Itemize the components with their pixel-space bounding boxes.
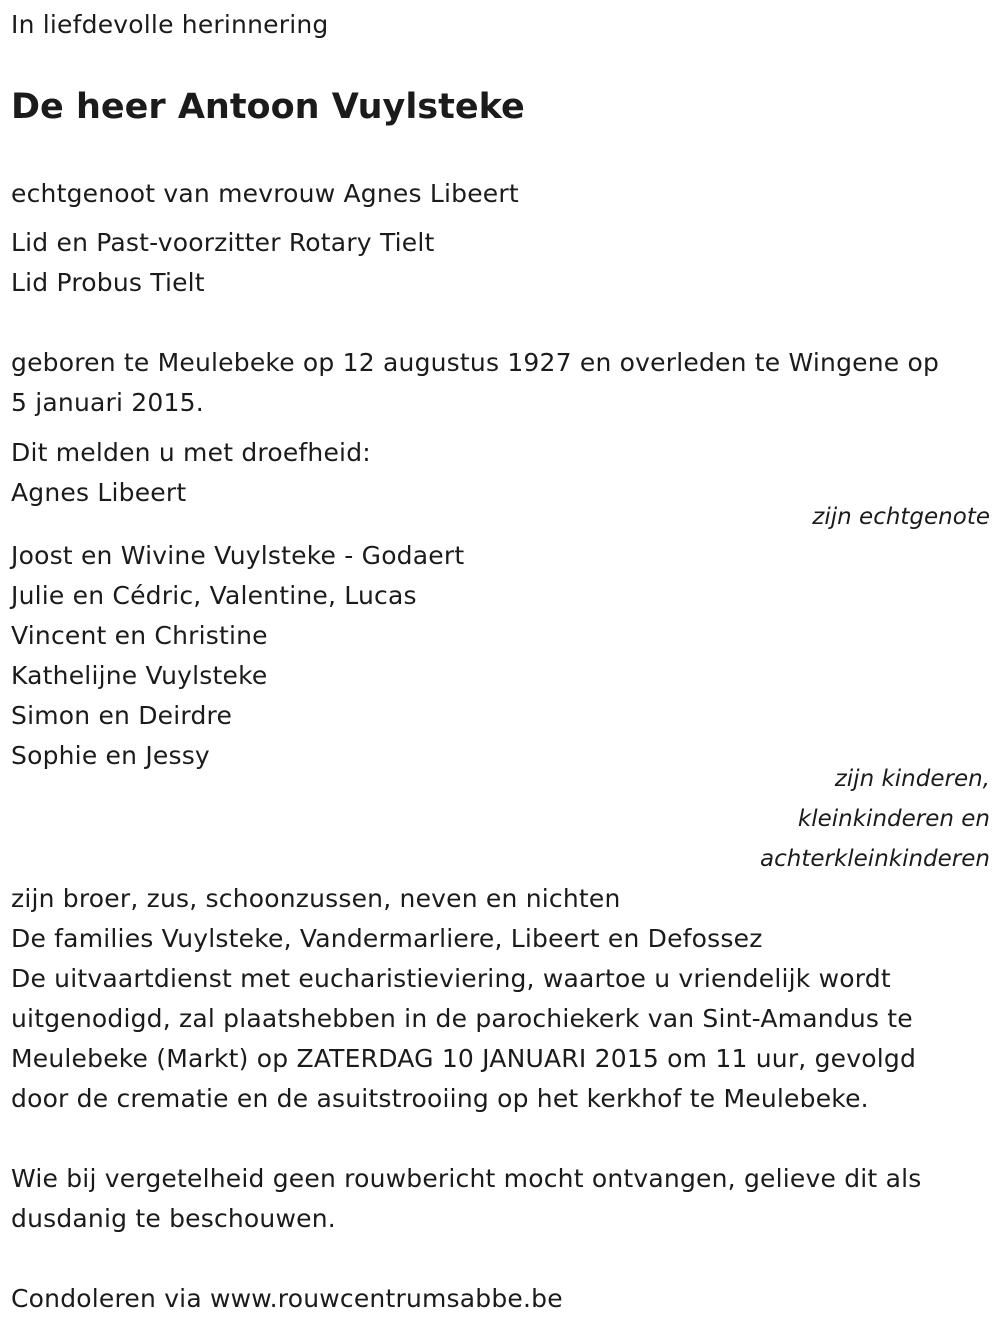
spouse-name: Agnes Libeert	[11, 478, 187, 507]
funeral-line: door de crematie en de asuitstrooiing op het kerkhof te Meulebeke.	[11, 1084, 869, 1113]
child-line: Simon en Deirdre	[11, 701, 233, 730]
spouse-role: zijn echtgenote	[812, 504, 990, 530]
funeral-line: De uitvaartdienst met eucharistieviering, waartoe u vriendelijk wordt	[11, 964, 891, 993]
header-text: In liefdevolle herinnering	[11, 10, 329, 39]
notice-line: Wie bij vergetelheid geen rouwbericht mocht ontvangen, gelieve dit als	[11, 1164, 922, 1193]
relatives-line: De families Vuylsteke, Vandermarliere, Libeert en Defossez	[11, 924, 763, 953]
notice-line: dusdanig te beschouwen.	[11, 1204, 336, 1233]
children-role: kleinkinderen en	[797, 806, 990, 832]
children-role: zijn kinderen,	[834, 766, 990, 792]
birth-death-line: geboren te Meulebeke op 12 augustus 1927 en overleden te Wingene op	[11, 348, 940, 377]
funeral-line: uitgenodigd, zal plaatshebben in de parochiekerk van Sint-Amandus te	[11, 1004, 913, 1033]
condolence-link-text: Condoleren via www.rouwcentrumsabbe.be	[11, 1284, 563, 1313]
affiliation-line: Lid Probus Tielt	[11, 268, 205, 297]
funeral-line: Meulebeke (Markt) op ZATERDAG 10 JANUARI 2015 om 11 uur, gevolgd	[11, 1044, 917, 1073]
children-role: achterkleinkinderen	[760, 846, 990, 872]
affiliation-line: Lid en Past-voorzitter Rotary Tielt	[11, 228, 435, 257]
child-line: Kathelijne Vuylsteke	[11, 661, 268, 690]
child-line: Joost en Wivine Vuylsteke - Godaert	[11, 541, 465, 570]
announce-intro: Dit melden u met droefheid:	[11, 438, 371, 467]
child-line: Vincent en Christine	[11, 621, 268, 650]
child-line: Julie en Cédric, Valentine, Lucas	[11, 581, 417, 610]
birth-death-line: 5 januari 2015.	[11, 388, 204, 417]
child-line: Sophie en Jessy	[11, 741, 210, 770]
spouse-line: echtgenoot van mevrouw Agnes Libeert	[11, 179, 519, 208]
relatives-line: zijn broer, zus, schoonzussen, neven en nichten	[11, 884, 621, 913]
deceased-name-title: De heer Antoon Vuylsteke	[11, 87, 525, 127]
